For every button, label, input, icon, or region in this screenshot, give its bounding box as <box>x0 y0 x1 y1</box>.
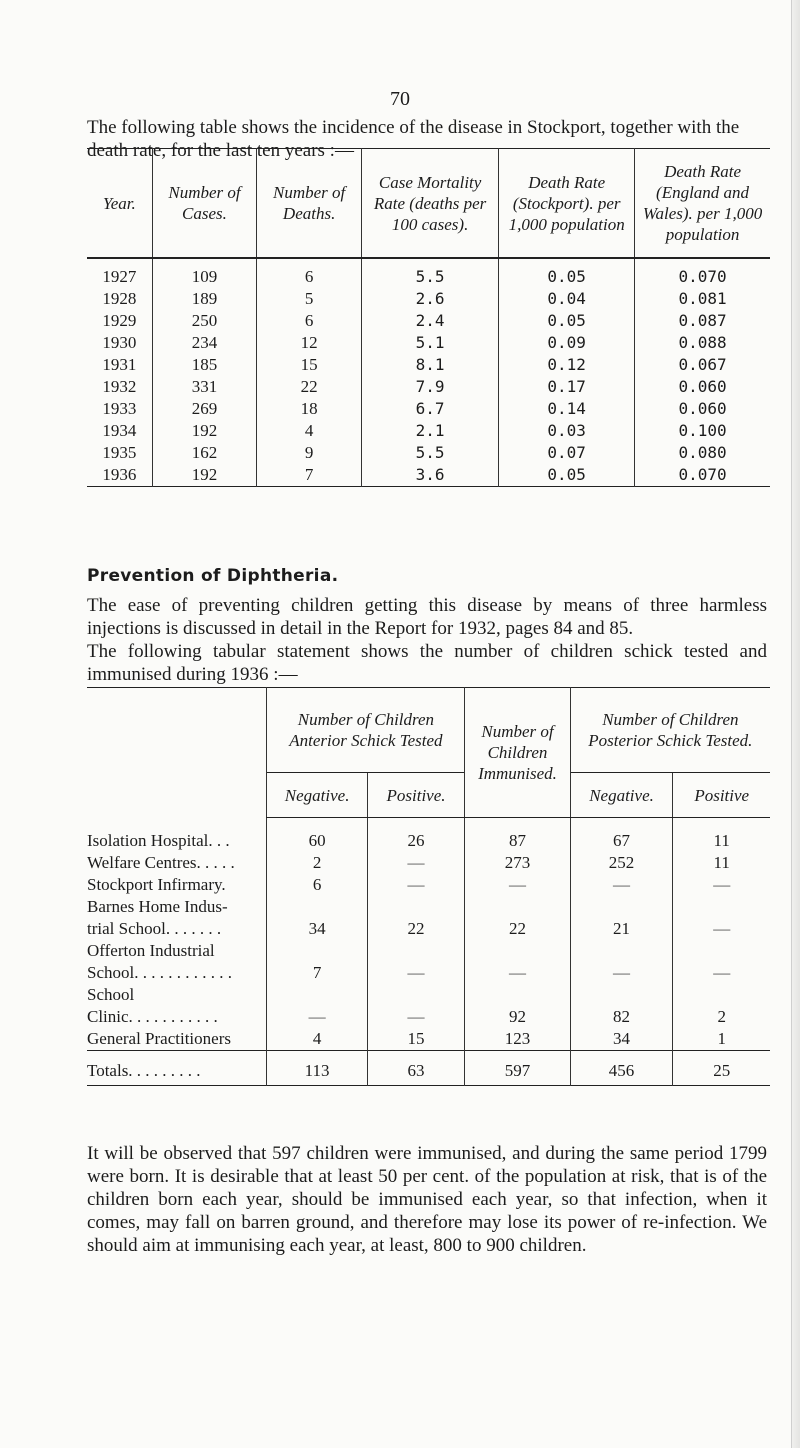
cell-anterior-negative: 6 <box>267 874 367 896</box>
table-row <box>87 442 770 464</box>
cell-anterior-positive: — <box>367 984 465 1028</box>
cell-anterior-positive: 63 <box>367 1051 465 1086</box>
cell-deaths: 12 <box>257 332 362 354</box>
header-posterior-positive: Positive <box>673 773 770 818</box>
header-death-rate-england: Death Rate (England and Wales). per 1,000 population <box>635 149 770 259</box>
cell-death-rate-stockport: 0.14 <box>499 398 635 420</box>
cell-death-rate-stockport: 0.12 <box>499 354 635 376</box>
cell-death-rate-england: 0.070 <box>635 258 770 288</box>
row-label <box>87 940 267 984</box>
cell-immunised: — <box>465 874 570 896</box>
table-row <box>87 288 770 310</box>
cell-death-rate-stockport: 0.17 <box>499 376 635 398</box>
cell-death-rate-england: 0.087 <box>635 310 770 332</box>
table-row <box>87 258 770 288</box>
header-immunised: Number of Children Immunised. <box>465 688 570 818</box>
cell-anterior-negative: 7 <box>267 940 367 984</box>
cell-death-rate-england: 0.081 <box>635 288 770 310</box>
header-deaths: Number of Deaths. <box>257 149 362 259</box>
cell-case-mortality: 5.5 <box>361 258 498 288</box>
cell-cases: 109 <box>152 258 257 288</box>
cell-year: 1928 <box>102 289 137 308</box>
cell-posterior-negative: 82 <box>570 984 673 1028</box>
page-edge <box>791 0 800 1448</box>
cell-posterior-positive: — <box>673 896 770 940</box>
cell-case-mortality: 7.9 <box>361 376 498 398</box>
cell-anterior-positive: — <box>367 940 465 984</box>
row-label-line: School <box>87 985 135 1004</box>
header-blank <box>87 688 267 818</box>
header-case-mortality: Case Mortality Rate (deaths per 100 cases). <box>361 149 498 259</box>
cell-death-rate-england: 0.100 <box>635 420 770 442</box>
header-anterior-negative: Negative. <box>267 773 367 818</box>
table-row <box>87 940 770 984</box>
cell-cases: 192 <box>152 420 257 442</box>
cell-deaths: 4 <box>257 420 362 442</box>
cell-immunised: 92 <box>465 984 570 1028</box>
cell-deaths: 6 <box>257 258 362 288</box>
header-posterior-negative: Negative. <box>570 773 673 818</box>
cell-posterior-negative: 34 <box>570 1028 673 1051</box>
cell-cases: 162 <box>152 442 257 464</box>
row-label-line: Welfare Centres. . . . . <box>87 853 235 872</box>
header-year: Year. <box>87 149 152 259</box>
cell-cases: 185 <box>152 354 257 376</box>
immunisation-table <box>87 687 770 1086</box>
row-label <box>87 852 267 874</box>
cell-anterior-negative: 2 <box>267 852 367 874</box>
cell-death-rate-stockport: 0.05 <box>499 464 635 487</box>
cell-posterior-positive: 2 <box>673 984 770 1028</box>
cell-immunised: 597 <box>465 1051 570 1086</box>
cell-anterior-negative: 113 <box>267 1051 367 1086</box>
cell-death-rate-england: 0.067 <box>635 354 770 376</box>
cell-cases: 250 <box>152 310 257 332</box>
intro-paragraph: The following table shows the incidence of the disease in Stockport, together with the death rate, for the last ten years :— <box>87 117 740 161</box>
totals-row <box>87 1051 770 1086</box>
cell-cases: 269 <box>152 398 257 420</box>
cell-case-mortality: 5.5 <box>361 442 498 464</box>
cell-case-mortality: 2.4 <box>361 310 498 332</box>
cell-deaths: 22 <box>257 376 362 398</box>
cell-immunised: 273 <box>465 852 570 874</box>
incidence-table <box>87 148 770 487</box>
row-label-line: Stockport Infirmary. <box>87 875 226 894</box>
cell-death-rate-england: 0.060 <box>635 398 770 420</box>
row-label-line: Offerton Industrial <box>87 941 215 960</box>
cell-posterior-negative: 456 <box>570 1051 673 1086</box>
table-row <box>87 354 770 376</box>
cell-case-mortality: 8.1 <box>361 354 498 376</box>
cell-year: 1930 <box>102 333 137 352</box>
table-row <box>87 310 770 332</box>
cell-posterior-positive: 1 <box>673 1028 770 1051</box>
cell-death-rate-stockport: 0.05 <box>499 310 635 332</box>
cell-case-mortality: 6.7 <box>361 398 498 420</box>
header-death-rate-stockport: Death Rate (Stockport). per 1,000 population <box>499 149 635 259</box>
cell-case-mortality: 2.1 <box>361 420 498 442</box>
cell-anterior-positive: 15 <box>367 1028 465 1051</box>
cell-posterior-positive: 11 <box>673 852 770 874</box>
cell-immunised: 123 <box>465 1028 570 1051</box>
row-label-line: General Practitioners <box>87 1029 231 1048</box>
table-row <box>87 376 770 398</box>
cell-year: 1934 <box>102 421 137 440</box>
row-label-line: Barnes Home Indus- <box>87 897 228 916</box>
cell-death-rate-england: 0.070 <box>635 464 770 487</box>
table-row <box>87 896 770 940</box>
cell-death-rate-england: 0.088 <box>635 332 770 354</box>
table-row <box>87 398 770 420</box>
cell-deaths: 7 <box>257 464 362 487</box>
table-row <box>87 818 770 853</box>
row-label <box>87 818 267 853</box>
cell-posterior-positive: 25 <box>673 1051 770 1086</box>
row-label: Totals. . . . . . . . . <box>87 1051 267 1086</box>
row-label <box>87 1028 267 1051</box>
immunisation-header-row-1 <box>87 688 770 773</box>
table-row <box>87 332 770 354</box>
header-cases: Number of Cases. <box>152 149 257 259</box>
row-label <box>87 874 267 896</box>
header-anterior-schick: Number of Children Anterior Schick Tested <box>267 688 465 773</box>
cell-anterior-positive: — <box>367 852 465 874</box>
cell-deaths: 6 <box>257 310 362 332</box>
cell-death-rate-stockport: 0.04 <box>499 288 635 310</box>
cell-death-rate-stockport: 0.05 <box>499 258 635 288</box>
row-label-line: Clinic. . . . . . . . . . . <box>87 1007 218 1026</box>
immunisation-table-body <box>87 818 770 1086</box>
cell-year: 1935 <box>102 443 137 462</box>
incidence-header-row <box>87 149 770 259</box>
row-label-line: Isolation Hospital. . . <box>87 831 230 850</box>
cell-year: 1927 <box>102 267 137 286</box>
table-row <box>87 852 770 874</box>
cell-immunised: 87 <box>465 818 570 853</box>
cell-case-mortality: 2.6 <box>361 288 498 310</box>
cell-posterior-negative: 21 <box>570 896 673 940</box>
header-anterior-positive: Positive. <box>367 773 465 818</box>
cell-posterior-negative: — <box>570 874 673 896</box>
table-row <box>87 874 770 896</box>
row-label-line: School. . . . . . . . . . . . <box>87 963 232 982</box>
cell-anterior-negative: 4 <box>267 1028 367 1051</box>
header-posterior-schick: Number of Children Posterior Schick Tested. <box>570 688 770 773</box>
cell-anterior-positive: 22 <box>367 896 465 940</box>
paragraph-prevention: The ease of preventing children getting this disease by means of three harmless injections is discussed in detail in the Report for 1932, pages 84 and 85. <box>87 595 767 639</box>
cell-immunised: 22 <box>465 896 570 940</box>
cell-posterior-negative: — <box>570 940 673 984</box>
table-row <box>87 984 770 1028</box>
row-label <box>87 896 267 940</box>
page-number: 70 <box>390 88 410 110</box>
cell-death-rate-stockport: 0.03 <box>499 420 635 442</box>
cell-posterior-positive: — <box>673 874 770 896</box>
cell-year: 1929 <box>102 311 137 330</box>
cell-cases: 234 <box>152 332 257 354</box>
cell-deaths: 15 <box>257 354 362 376</box>
cell-death-rate-stockport: 0.09 <box>499 332 635 354</box>
cell-deaths: 5 <box>257 288 362 310</box>
cell-case-mortality: 3.6 <box>361 464 498 487</box>
row-label-line: trial School. . . . . . . <box>87 919 222 938</box>
paragraph-conclusion: It will be observed that 597 children were immunised, and during the same period 1799 were born. It is desirable that at least 50 per cent. of the population at risk, that is of the children born each year, should be immunised each year, so that infection, when it comes, may fall on barren ground, and therefore may lose its power of re-infection. We should aim at immunising each year, at least, 800 to 900 children. <box>87 1143 767 1256</box>
cell-cases: 189 <box>152 288 257 310</box>
cell-cases: 331 <box>152 376 257 398</box>
cell-death-rate-england: 0.080 <box>635 442 770 464</box>
cell-year: 1931 <box>102 355 137 374</box>
cell-anterior-negative: — <box>267 984 367 1028</box>
section-heading: Prevention of Diphtheria. <box>87 566 339 586</box>
paragraph-tabular-statement: The following tabular statement shows the number of children schick tested and immunised during 1936 :— <box>87 641 767 685</box>
cell-anterior-negative: 34 <box>267 896 367 940</box>
table-row <box>87 1028 770 1051</box>
cell-year: 1933 <box>102 399 137 418</box>
cell-deaths: 18 <box>257 398 362 420</box>
cell-anterior-positive: — <box>367 874 465 896</box>
cell-deaths: 9 <box>257 442 362 464</box>
table-row <box>87 464 770 487</box>
cell-death-rate-england: 0.060 <box>635 376 770 398</box>
cell-year: 1932 <box>102 377 137 396</box>
cell-posterior-positive: — <box>673 940 770 984</box>
incidence-table-body <box>87 258 770 487</box>
cell-anterior-positive: 26 <box>367 818 465 853</box>
table-row <box>87 420 770 442</box>
cell-year: 1936 <box>102 465 137 484</box>
row-label <box>87 984 267 1028</box>
cell-death-rate-stockport: 0.07 <box>499 442 635 464</box>
cell-posterior-positive: 11 <box>673 818 770 853</box>
cell-case-mortality: 5.1 <box>361 332 498 354</box>
cell-anterior-negative: 60 <box>267 818 367 853</box>
cell-posterior-negative: 252 <box>570 852 673 874</box>
cell-cases: 192 <box>152 464 257 487</box>
cell-immunised: — <box>465 940 570 984</box>
cell-posterior-negative: 67 <box>570 818 673 853</box>
